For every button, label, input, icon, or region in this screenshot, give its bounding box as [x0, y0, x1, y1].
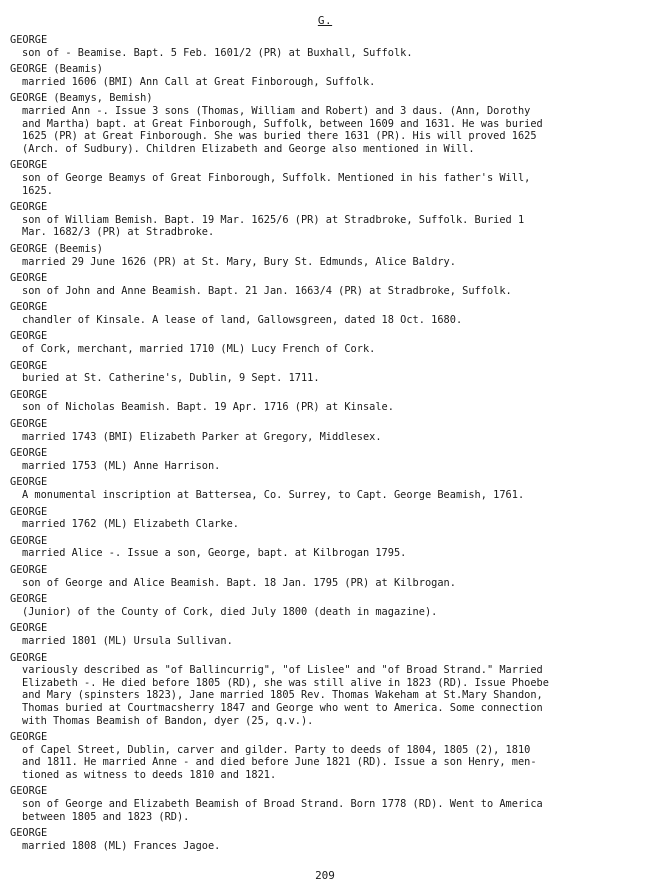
genealogy-entry	[10, 652, 635, 728]
entry-text: son of William Bemish. Bapt. 19 Mar. 1625/6 (PR) at Stradbroke, Suffolk. Buried 1 Mar. 1682/3 (PR) at Stradbroke.	[22, 213, 525, 239]
genealogy-entry	[10, 564, 635, 589]
genealogy-entry	[10, 34, 635, 59]
section-letter: G.	[317, 14, 333, 27]
genealogy-entry	[10, 272, 635, 297]
entry-text: of Capel Street, Dublin, carver and gilder. Party to deeds of 1804, 1805 (2), 1810 and 1811. He married Anne - and died before June 1821 (RD). Issue a son Henry, men- tioned as witness to deeds 1810 and 1821.	[22, 743, 537, 781]
entry-name: GEORGE	[10, 159, 48, 172]
entry-text: married 1743 (BMI) Elizabeth Parker at Gregory, Middlesex.	[22, 430, 382, 443]
entry-name: GEORGE	[10, 418, 48, 431]
entry-text: married Ann -. Issue 3 sons (Thomas, William and Robert) and 3 daus. (Ann, Dorothy and Martha) bapt. at Great Finborough, Suffolk, between 1609 and 1631. He was buried 1625 (PR) at Great Finborough. She was buried there 1631 (PR). His will proved 1625 (Arch. of Sudbury). Children Elizabeth and George also mentioned in Will.	[22, 104, 543, 155]
entry-text: married 1808 (ML) Frances Jagoe.	[22, 839, 221, 852]
entry-name: GEORGE	[10, 201, 48, 214]
genealogy-entry	[10, 506, 635, 531]
section-header	[0, 14, 650, 27]
entry-text: son of George Beamys of Great Finborough, Suffolk. Mentioned in his father's Will, 1625.	[22, 171, 531, 197]
genealogy-entry	[10, 330, 635, 355]
entry-text: married 29 June 1626 (PR) at St. Mary, Bury St. Edmunds, Alice Baldry.	[22, 255, 456, 268]
genealogy-entry	[10, 63, 635, 88]
entry-text: married 1801 (ML) Ursula Sullivan.	[22, 634, 233, 647]
entry-name: GEORGE	[10, 359, 48, 372]
entry-name: GEORGE	[10, 505, 48, 518]
entry-text: married Alice -. Issue a son, George, bapt. at Kilbrogan 1795.	[22, 547, 407, 560]
genealogy-entry	[10, 201, 635, 239]
entry-name: GEORGE (Beamis)	[10, 63, 103, 76]
entry-text: (Junior) of the County of Cork, died July 1800 (death in magazine).	[22, 605, 438, 618]
entry-text: son of Nicholas Beamish. Bapt. 19 Apr. 1716 (PR) at Kinsale.	[22, 401, 394, 414]
entry-text: son of George and Elizabeth Beamish of Broad Strand. Born 1778 (RD). Went to America between 1805 and 1823 (RD).	[22, 798, 543, 823]
entry-text: married 1762 (ML) Elizabeth Clarke.	[22, 518, 239, 531]
entry-name: GEORGE	[10, 593, 48, 606]
page-number: 209	[315, 869, 335, 882]
genealogy-entry	[10, 785, 635, 823]
entry-name: GEORGE (Beamys, Bemish)	[10, 92, 153, 105]
entry-name: GEORGE	[10, 622, 48, 635]
entry-name: GEORGE	[10, 651, 48, 664]
entry-name: GEORGE	[10, 447, 48, 460]
entry-text: son of - Beamise. Bapt. 5 Feb. 1601/2 (PR) at Buxhall, Suffolk.	[22, 46, 413, 59]
entry-name: GEORGE	[10, 301, 48, 314]
genealogy-entry	[10, 243, 635, 268]
entry-text: son of John and Anne Beamish. Bapt. 21 Jan. 1663/4 (PR) at Stradbroke, Suffolk.	[22, 284, 512, 297]
genealogy-entry	[10, 731, 635, 781]
entry-list	[10, 34, 635, 856]
entry-text: married 1606 (BMI) Ann Call at Great Finborough, Suffolk.	[22, 75, 376, 88]
entry-text: son of George and Alice Beamish. Bapt. 18 Jan. 1795 (PR) at Kilbrogan.	[22, 576, 456, 589]
genealogy-entry	[10, 360, 635, 385]
genealogy-entry	[10, 159, 635, 197]
entry-name: GEORGE	[10, 34, 48, 46]
entry-text: A monumental inscription at Battersea, Co. Surrey, to Capt. George Beamish, 1761.	[22, 489, 525, 501]
genealogy-entry	[10, 447, 635, 472]
entry-name: GEORGE	[10, 272, 48, 285]
genealogy-entry	[10, 389, 635, 414]
entry-name: GEORGE	[10, 563, 48, 576]
entry-name: GEORGE (Beemis)	[10, 242, 103, 255]
genealogy-entry	[10, 92, 635, 155]
genealogy-entry	[10, 418, 635, 443]
genealogy-entry	[10, 622, 635, 647]
genealogy-entry	[10, 301, 635, 326]
entry-text: married 1753 (ML) Anne Harrison.	[22, 459, 221, 472]
entry-name: GEORGE	[10, 731, 48, 744]
entry-name: GEORGE	[10, 388, 48, 401]
entry-name: GEORGE	[10, 330, 48, 343]
genealogy-entry	[10, 593, 635, 618]
entry-name: GEORGE	[10, 534, 48, 547]
entry-name: GEORGE	[10, 785, 48, 798]
entry-name: GEORGE	[10, 476, 48, 489]
entry-text: of Cork, merchant, married 1710 (ML) Lucy French of Cork.	[22, 343, 376, 356]
entry-name: GEORGE	[10, 827, 48, 840]
entry-text: variously described as "of Ballincurrig", "of Lislee" and "of Broad Strand." Married Elizabeth -. He died before 1805 (RD), she was still alive in 1823 (RD). Issue Phoebe and Mary (spinsters 1823), Jane married 1805 Rev. Thomas Wakeham at St.Mary Shandon, Thomas buried at Courtmacsherry 1847 and George who went to America. Some connection with Thomas Beamish of Bandon, dyer (25, q.v.).	[22, 664, 549, 727]
entry-text: buried at St. Catherine's, Dublin, 9 Sept. 1711.	[22, 372, 320, 385]
genealogy-entry	[10, 827, 635, 852]
genealogy-entry	[10, 535, 635, 560]
entry-text: chandler of Kinsale. A lease of land, Gallowsgreen, dated 18 Oct. 1680.	[22, 313, 463, 326]
genealogy-entry	[10, 476, 635, 501]
